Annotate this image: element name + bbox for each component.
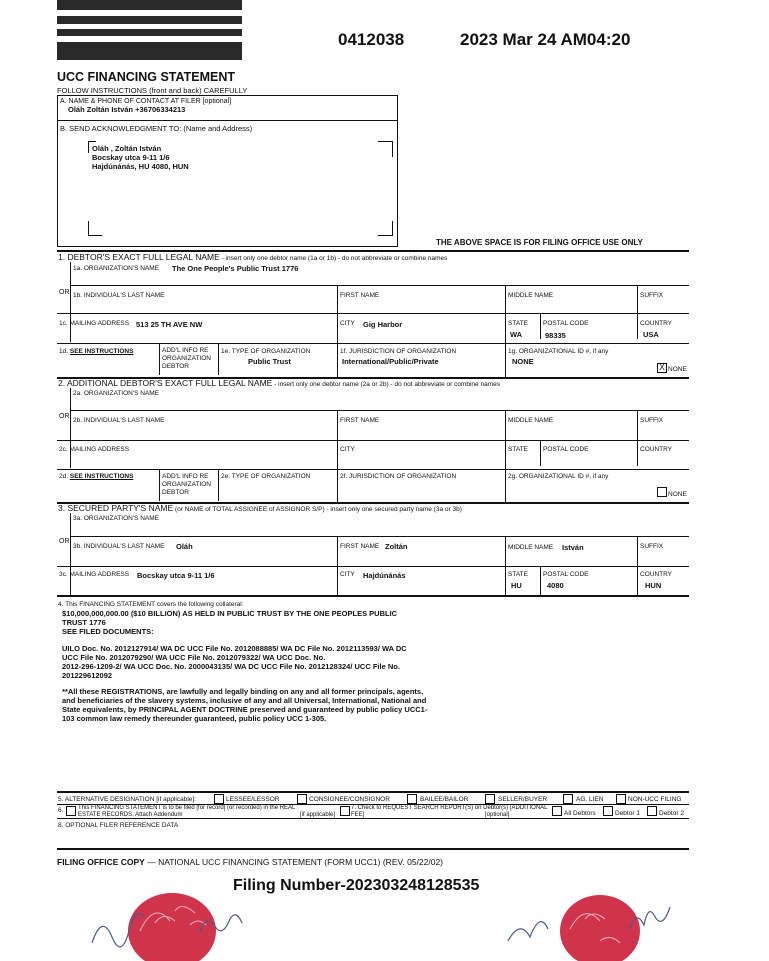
debtor1-mail-value: 513 25 TH AVE NW	[136, 320, 203, 329]
option-aglien-label: AG. LIEN	[576, 796, 604, 803]
ack-address-line-2: Bocskay utca 9-11 1/6	[92, 153, 170, 162]
collateral-line: and beneficiaries of the slavery systems, inclusive of any and all Universal, International, National and	[62, 696, 427, 705]
debtor2-title-note: - insert only one debtor name (2a or 2b) - do not abbreviate or combine names	[272, 381, 500, 388]
debtor1-type-value: Public Trust	[248, 357, 291, 366]
option-bailee-label: BAILEE/BAILOR	[420, 796, 469, 803]
debtor1-city-value: Gig Harbor	[363, 320, 403, 329]
debtor2-postal-label: POSTAL CODE	[543, 446, 589, 453]
collateral-line: SEE FILED DOCUMENTS:	[62, 627, 154, 636]
debtor1-mail-label: 1c. MAILING ADDRESS	[59, 320, 130, 327]
debtor2-see-row	[59, 473, 133, 481]
secured-org-label: 3a. ORGANIZATION'S NAME	[73, 515, 159, 522]
debtor1-report-checkbox[interactable]	[603, 806, 613, 816]
ack-address-line-3: Hajdúnánás, HU 4080, HUN	[92, 162, 189, 171]
debtor1-orgid-value: NONE	[512, 357, 534, 366]
debtor2-type-label: 2e. TYPE OF ORGANIZATION	[221, 473, 311, 480]
option-nonucc-label: NON-UCC FILING	[628, 796, 682, 803]
option-lessee-label: LESSEE/LESSOR	[226, 796, 280, 803]
form-title: UCC FINANCING STATEMENT	[57, 70, 235, 84]
debtor2-see-instructions-link[interactable]: SEE INSTRUCTIONS	[69, 473, 134, 480]
secured-title: 3. SECURED PARTY'S NAME	[58, 503, 174, 513]
collateral-line: 103 common law remedy thereunder guaranteed, public policy UCC 1-305.	[62, 714, 327, 723]
option-consignee-checkbox[interactable]	[297, 794, 307, 804]
debtor1-report-label: Debtor 1	[615, 810, 640, 817]
debtor1-see-instructions-link[interactable]: SEE INSTRUCTIONS	[69, 348, 134, 355]
collateral-line: TRUST 1776	[62, 618, 106, 627]
copy-label: FILING OFFICE COPY	[57, 857, 145, 867]
field7-checkbox[interactable]	[340, 806, 350, 816]
secured-city-label: CITY	[340, 571, 355, 578]
secured-mail-value: Bocskay utca 9-11 1/6	[137, 571, 215, 580]
secured-or: OR	[59, 538, 70, 545]
filing-office-note: THE ABOVE SPACE IS FOR FILING OFFICE USE ONLY	[436, 238, 643, 247]
debtor2-state-label: STATE	[508, 446, 528, 453]
all-debtors-label: All Debtors	[564, 810, 596, 817]
contact-value-a: Oláh Zoltán István +36706334213	[68, 105, 186, 114]
redaction-bar-1	[57, 0, 242, 10]
secured-title-row	[58, 503, 462, 514]
collateral-line: 2012-296-1209-2/ WA UCC Doc. No. 2000043135/ WA DC UCC File No. 2012128324/ UCC File No.	[62, 662, 400, 671]
debtor2-title-row	[58, 378, 500, 389]
debtor2-none-label: NONE	[668, 491, 687, 498]
debtor2-city-label: CITY	[340, 446, 355, 453]
copy-text: — NATIONAL UCC FINANCING STATEMENT (FORM UCC1) (REV. 05/22/02)	[144, 857, 444, 867]
debtor1-type-label: 1e. TYPE OF ORGANIZATION	[221, 348, 311, 355]
option-bailee-checkbox[interactable]	[407, 794, 417, 804]
debtor1-middle-label: MIDDLE NAME	[508, 292, 554, 299]
debtor2-country-label: COUNTRY	[640, 446, 673, 453]
debtor1-title: 1. DEBTOR'S EXACT FULL LEGAL NAME	[58, 252, 220, 262]
ack-address-line-1: Oláh , Zoltán István	[92, 144, 162, 153]
alt-designation-label: 5. ALTERNATIVE DESIGNATION [if applicable]:	[58, 796, 196, 803]
debtor1-juris-label: 1f. JURISDICTION OF ORGANIZATION	[340, 348, 457, 355]
contact-box	[57, 95, 398, 247]
secured-last-label: 3b. INDIVIDUAL'S LAST NAME	[73, 543, 165, 550]
secured-state-label: STATE	[508, 571, 528, 578]
file-number: 0412038	[338, 30, 405, 49]
secured-country-label: COUNTRY	[640, 571, 673, 578]
debtor1-postal-value: 98335	[545, 331, 566, 340]
signature-right	[500, 881, 690, 961]
collateral-line: 201229612092	[62, 671, 113, 680]
secured-suffix-label: SUFFIX	[640, 543, 664, 550]
debtor1-org-value: The One People's Public Trust 1776	[172, 264, 299, 273]
option-aglien-checkbox[interactable]	[563, 794, 573, 804]
signature-left	[80, 881, 280, 961]
thumbprint-left	[128, 893, 216, 961]
secured-city-value: Hajdúnánás	[363, 571, 406, 580]
debtor1-state-label: STATE	[508, 320, 528, 327]
secured-postal-value: 4080	[547, 581, 564, 590]
debtor1-none-checkbox[interactable]: X	[657, 363, 667, 373]
debtor2-mail-label: 2c. MAILING ADDRESS	[59, 446, 130, 453]
filing-timestamp: 2023 Mar 24 AM04:20	[460, 30, 631, 49]
debtor2-or: OR	[59, 413, 70, 420]
option-nonucc-checkbox[interactable]	[616, 794, 626, 804]
debtor2-none-checkbox[interactable]	[657, 487, 667, 497]
field6-applicable: [if applicable]	[300, 812, 336, 818]
debtor1-none-label: NONE	[668, 366, 687, 373]
debtor1-city-label: CITY	[340, 320, 355, 327]
debtor2-first-label: FIRST NAME	[340, 417, 380, 424]
secured-last-value: Oláh	[176, 542, 193, 551]
thumbprint-right	[560, 895, 640, 961]
debtor1-country-value: USA	[643, 330, 659, 339]
field6-checkbox[interactable]	[66, 806, 76, 816]
secured-first-value: Zoltán	[385, 542, 408, 551]
acknowledgment-label: B. SEND ACKNOWLEDGMENT TO: (Name and Address)	[60, 124, 253, 133]
option-seller-checkbox[interactable]	[485, 794, 495, 804]
field6-number: 6.	[58, 807, 64, 814]
debtor1-juris-value: International/Public/Private	[342, 357, 439, 366]
debtor1-or: OR	[59, 289, 70, 296]
secured-first-label: FIRST NAME	[340, 543, 380, 550]
debtor2-juris-label: 2f. JURISDICTION OF ORGANIZATION	[340, 473, 457, 480]
secured-country-value: HUN	[645, 581, 662, 590]
field7-text: 7. Check to REQUEST SEARCH REPORT(S) on Debtor(s) [ADDITIONAL FEE]	[351, 805, 548, 818]
debtor2-suffix-label: SUFFIX	[640, 417, 664, 424]
redaction-bar-3	[57, 29, 242, 36]
debtor2-see-number: 2d.	[59, 473, 69, 480]
debtor2-middle-label: MIDDLE NAME	[508, 417, 554, 424]
option-consignee-label: CONSIGNEE/CONSIGNOR	[309, 796, 390, 803]
all-debtors-checkbox[interactable]	[552, 806, 562, 816]
secured-postal-label: POSTAL CODE	[543, 571, 589, 578]
copy-line	[57, 857, 443, 867]
debtor1-first-label: FIRST NAME	[340, 292, 380, 299]
debtor1-suffix-label: SUFFIX	[640, 292, 664, 299]
collateral-line: UCC File No. 2012079290/ WA UCC File No. 2012079322/ WA UCC Doc. No.	[62, 653, 326, 662]
debtor2-addl-info-label: ADD'L INFO RE ORGANIZATION DEBTOR	[162, 473, 211, 496]
collateral-para2	[62, 644, 512, 680]
debtor1-title-note: - insert only one debtor name (1a or 1b) - do not abbreviate or combine names	[219, 255, 448, 262]
debtor2-report-checkbox[interactable]	[647, 806, 657, 816]
field6-text: This FINANCING STATEMENT is to be filed [for record] (or recorded) in the REAL ESTATE RECORDS. Attach Addendum	[78, 805, 296, 818]
collateral-line: **All these REGISTRATIONS, are lawfully and legally binding on any and all former principals, agents,	[62, 687, 424, 696]
secured-mail-label: 3c. MAILING ADDRESS	[59, 571, 130, 578]
collateral-line: $10,000,000,000.00 ($10 BILLION) AS HELD IN PUBLIC TRUST BY THE ONE PEOPLES PUBLIC	[62, 609, 398, 618]
collateral-para1	[62, 609, 512, 636]
debtor1-title-row	[58, 252, 447, 263]
debtor2-org-label: 2a. ORGANIZATION'S NAME	[73, 390, 159, 397]
collateral-label: 4. This FINANCING STATEMENT covers the following collateral:	[58, 601, 244, 608]
option-lessee-checkbox[interactable]	[214, 794, 224, 804]
collateral-para3	[62, 687, 512, 723]
secured-title-note: (or NAME of TOTAL ASSIGNEE of ASSIGNOR S/P) - insert only one secured party name (3a or 3b)	[173, 506, 462, 513]
debtor1-state-value: WA	[510, 330, 523, 339]
debtor1-orgid-label: 1g. ORGANIZATIONAL ID #, if any	[508, 348, 609, 355]
contact-label-a: A. NAME & PHONE OF CONTACT AT FILER [optional]	[60, 98, 232, 105]
secured-state-value: HU	[511, 581, 522, 590]
collateral-line: UILO Doc. No. 2012127914/ WA DC UCC File No. 2012088885/ WA DC File No. 2012113593/ WA DC	[62, 644, 407, 653]
redaction-bar-4	[57, 42, 242, 60]
debtor1-see-row	[59, 348, 133, 356]
debtor1-last-label: 1b. INDIVIDUAL'S LAST NAME	[73, 292, 165, 299]
collateral-line: State equivalents, by PRINCIPAL AGENT DOCTRINE preserved and guaranteed by public policy UCC1-	[62, 705, 428, 714]
debtor2-title: 2. ADDITIONAL DEBTOR'S EXACT FULL LEGAL NAME	[58, 378, 273, 388]
debtor1-see-number: 1d.	[59, 348, 69, 355]
debtor1-addl-info-label: ADD'L INFO RE ORGANIZATION DEBTOR	[162, 347, 211, 370]
field7-optional: [optional]	[485, 812, 510, 818]
debtor1-postal-label: POSTAL CODE	[543, 320, 589, 327]
debtor2-report-label: Debtor 2	[659, 810, 684, 817]
instructions-note: FOLLOW INSTRUCTIONS (front and back) CAREFULLY	[57, 86, 248, 95]
debtor1-country-label: COUNTRY	[640, 320, 673, 327]
option-seller-label: SELLER/BUYER	[498, 796, 548, 803]
field8-label: 8. OPTIONAL FILER REFERENCE DATA	[58, 822, 179, 829]
secured-middle-label: MIDDLE NAME	[508, 544, 554, 551]
redaction-bar-2	[57, 16, 242, 24]
debtor1-org-label: 1a. ORGANIZATION'S NAME	[73, 265, 159, 272]
filing-number: Filing Number-202303248128535	[233, 877, 480, 894]
debtor2-last-label: 2b. INDIVIDUAL'S LAST NAME	[73, 417, 165, 424]
secured-middle-value: István	[562, 543, 584, 552]
debtor2-orgid-label: 2g. ORGANIZATIONAL ID #, if any	[508, 473, 609, 480]
